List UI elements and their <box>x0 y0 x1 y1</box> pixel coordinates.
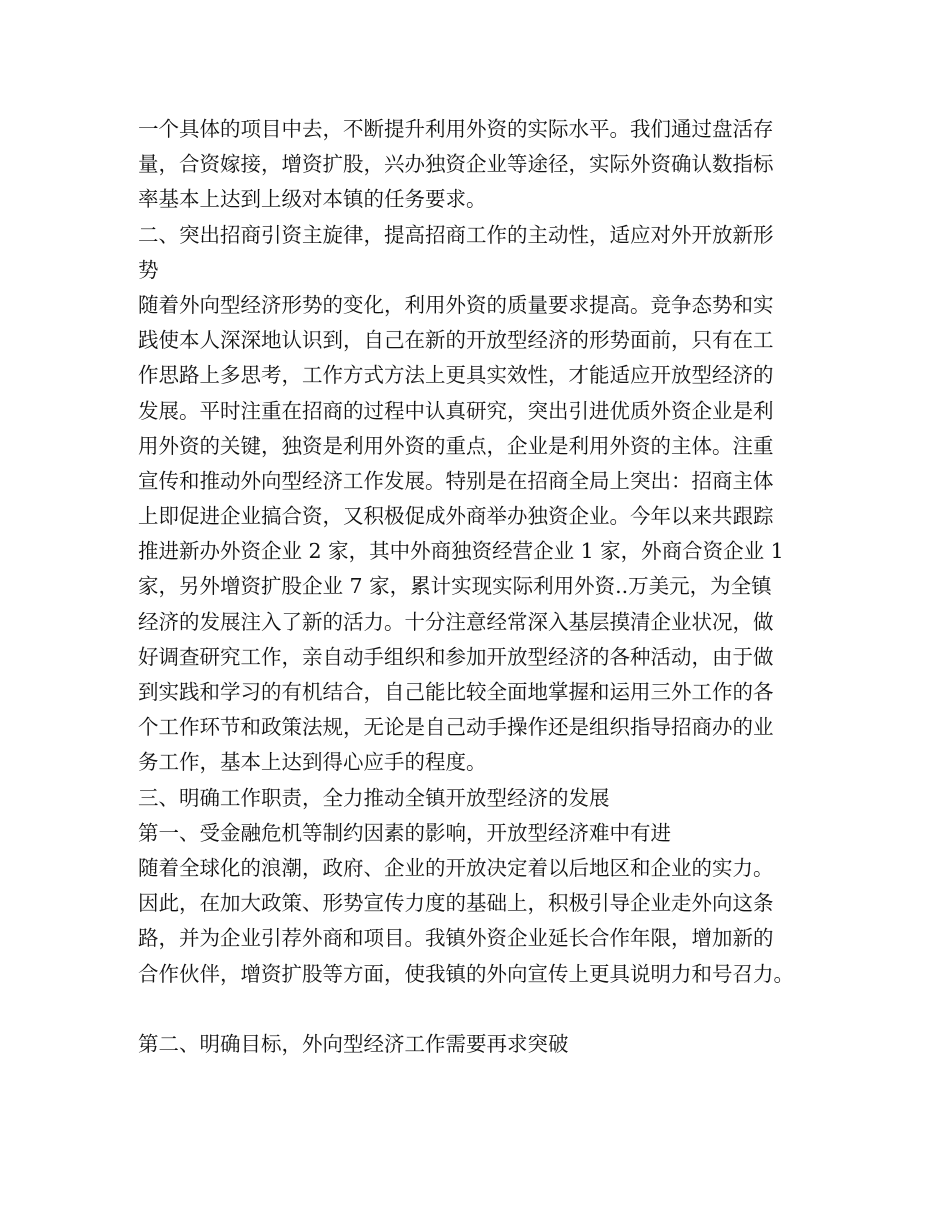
subsection-heading: 第一、受金融危机等制约因素的影响，开放型经济难中有进 <box>138 820 671 845</box>
text-line: 推进新办外资企业 2 家，其中外商独资经营企业 1 家，外商合资企业 1 <box>138 539 784 564</box>
text-line: 好调查研究工作，亲自动手组织和参加开放型经济的各种活动，由于做 <box>138 644 774 669</box>
text-line: 家，另外增资扩股企业 7 家，累计实现实际利用外资..万美元，为全镇 <box>138 574 772 599</box>
text-line: 发展。平时注重在招商的过程中认真研究，突出引进优质外资企业是利 <box>138 398 774 423</box>
section-heading: 二、突出招商引资主旋律，提高招商工作的主动性，适应对外开放新形 <box>138 222 774 247</box>
text-line: 一个具体的项目中去，不断提升利用外资的实际水平。我们通过盘活存 <box>138 117 774 141</box>
paragraph-gap <box>138 992 838 1027</box>
text-line: 率基本上达到上级对本镇的任务要求。 <box>138 187 487 212</box>
text-line: 务工作，基本上达到得心应手的程度。 <box>138 750 487 775</box>
text-line: 经济的发展注入了新的活力。十分注意经常深入基层摸清企业状况，做 <box>138 609 774 634</box>
section-heading: 三、明确工作职责，全力推动全镇开放型经济的发展 <box>138 785 610 810</box>
text-line: 上即促进企业搞合资，又积极促成外商举办独资企业。今年以来共跟踪 <box>138 504 774 529</box>
text-line: 作思路上多思考，工作方式方法上更具实效性，才能适应开放型经济的 <box>138 363 774 388</box>
text-line: 路，并为企业引荐外商和项目。我镇外资企业延长合作年限，增加新的 <box>138 926 774 951</box>
text-line: 践使本人深深地认识到，自己在新的开放型经济的形势面前，只有在工 <box>138 328 774 353</box>
document-body <box>138 112 838 1062</box>
text-line: 量，合资嫁接，增资扩股，兴办独资企业等途径，实际外资确认数指标 <box>138 152 774 177</box>
text-line: 随着全球化的浪潮，政府、企业的开放决定着以后地区和企业的实力。 <box>138 855 774 880</box>
text-line: 到实践和学习的有机结合，自己能比较全面地掌握和运用三外工作的各 <box>138 680 774 704</box>
text-line: 宣传和推动外向型经济工作发展。特别是在招商全局上突出：招商主体 <box>138 468 774 493</box>
section-heading-continued: 势 <box>138 257 159 282</box>
text-line: 个工作环节和政策法规，无论是自己动手操作还是组织指导招商办的业 <box>138 715 774 740</box>
text-line: 因此，在加大政策、形势宣传力度的基础上，积极引导企业走外向这条 <box>138 891 774 916</box>
text-line: 随着外向型经济形势的变化，利用外资的质量要求提高。竞争态势和实 <box>138 292 774 317</box>
subsection-heading: 第二、明确目标，外向型经济工作需要再求突破 <box>138 1031 569 1056</box>
text-line: 合作伙伴，增资扩股等方面，使我镇的外向宣传上更具说明力和号召力。 <box>138 961 794 986</box>
text-line: 用外资的关键，独资是利用外资的重点，企业是利用外资的主体。注重 <box>138 433 774 458</box>
